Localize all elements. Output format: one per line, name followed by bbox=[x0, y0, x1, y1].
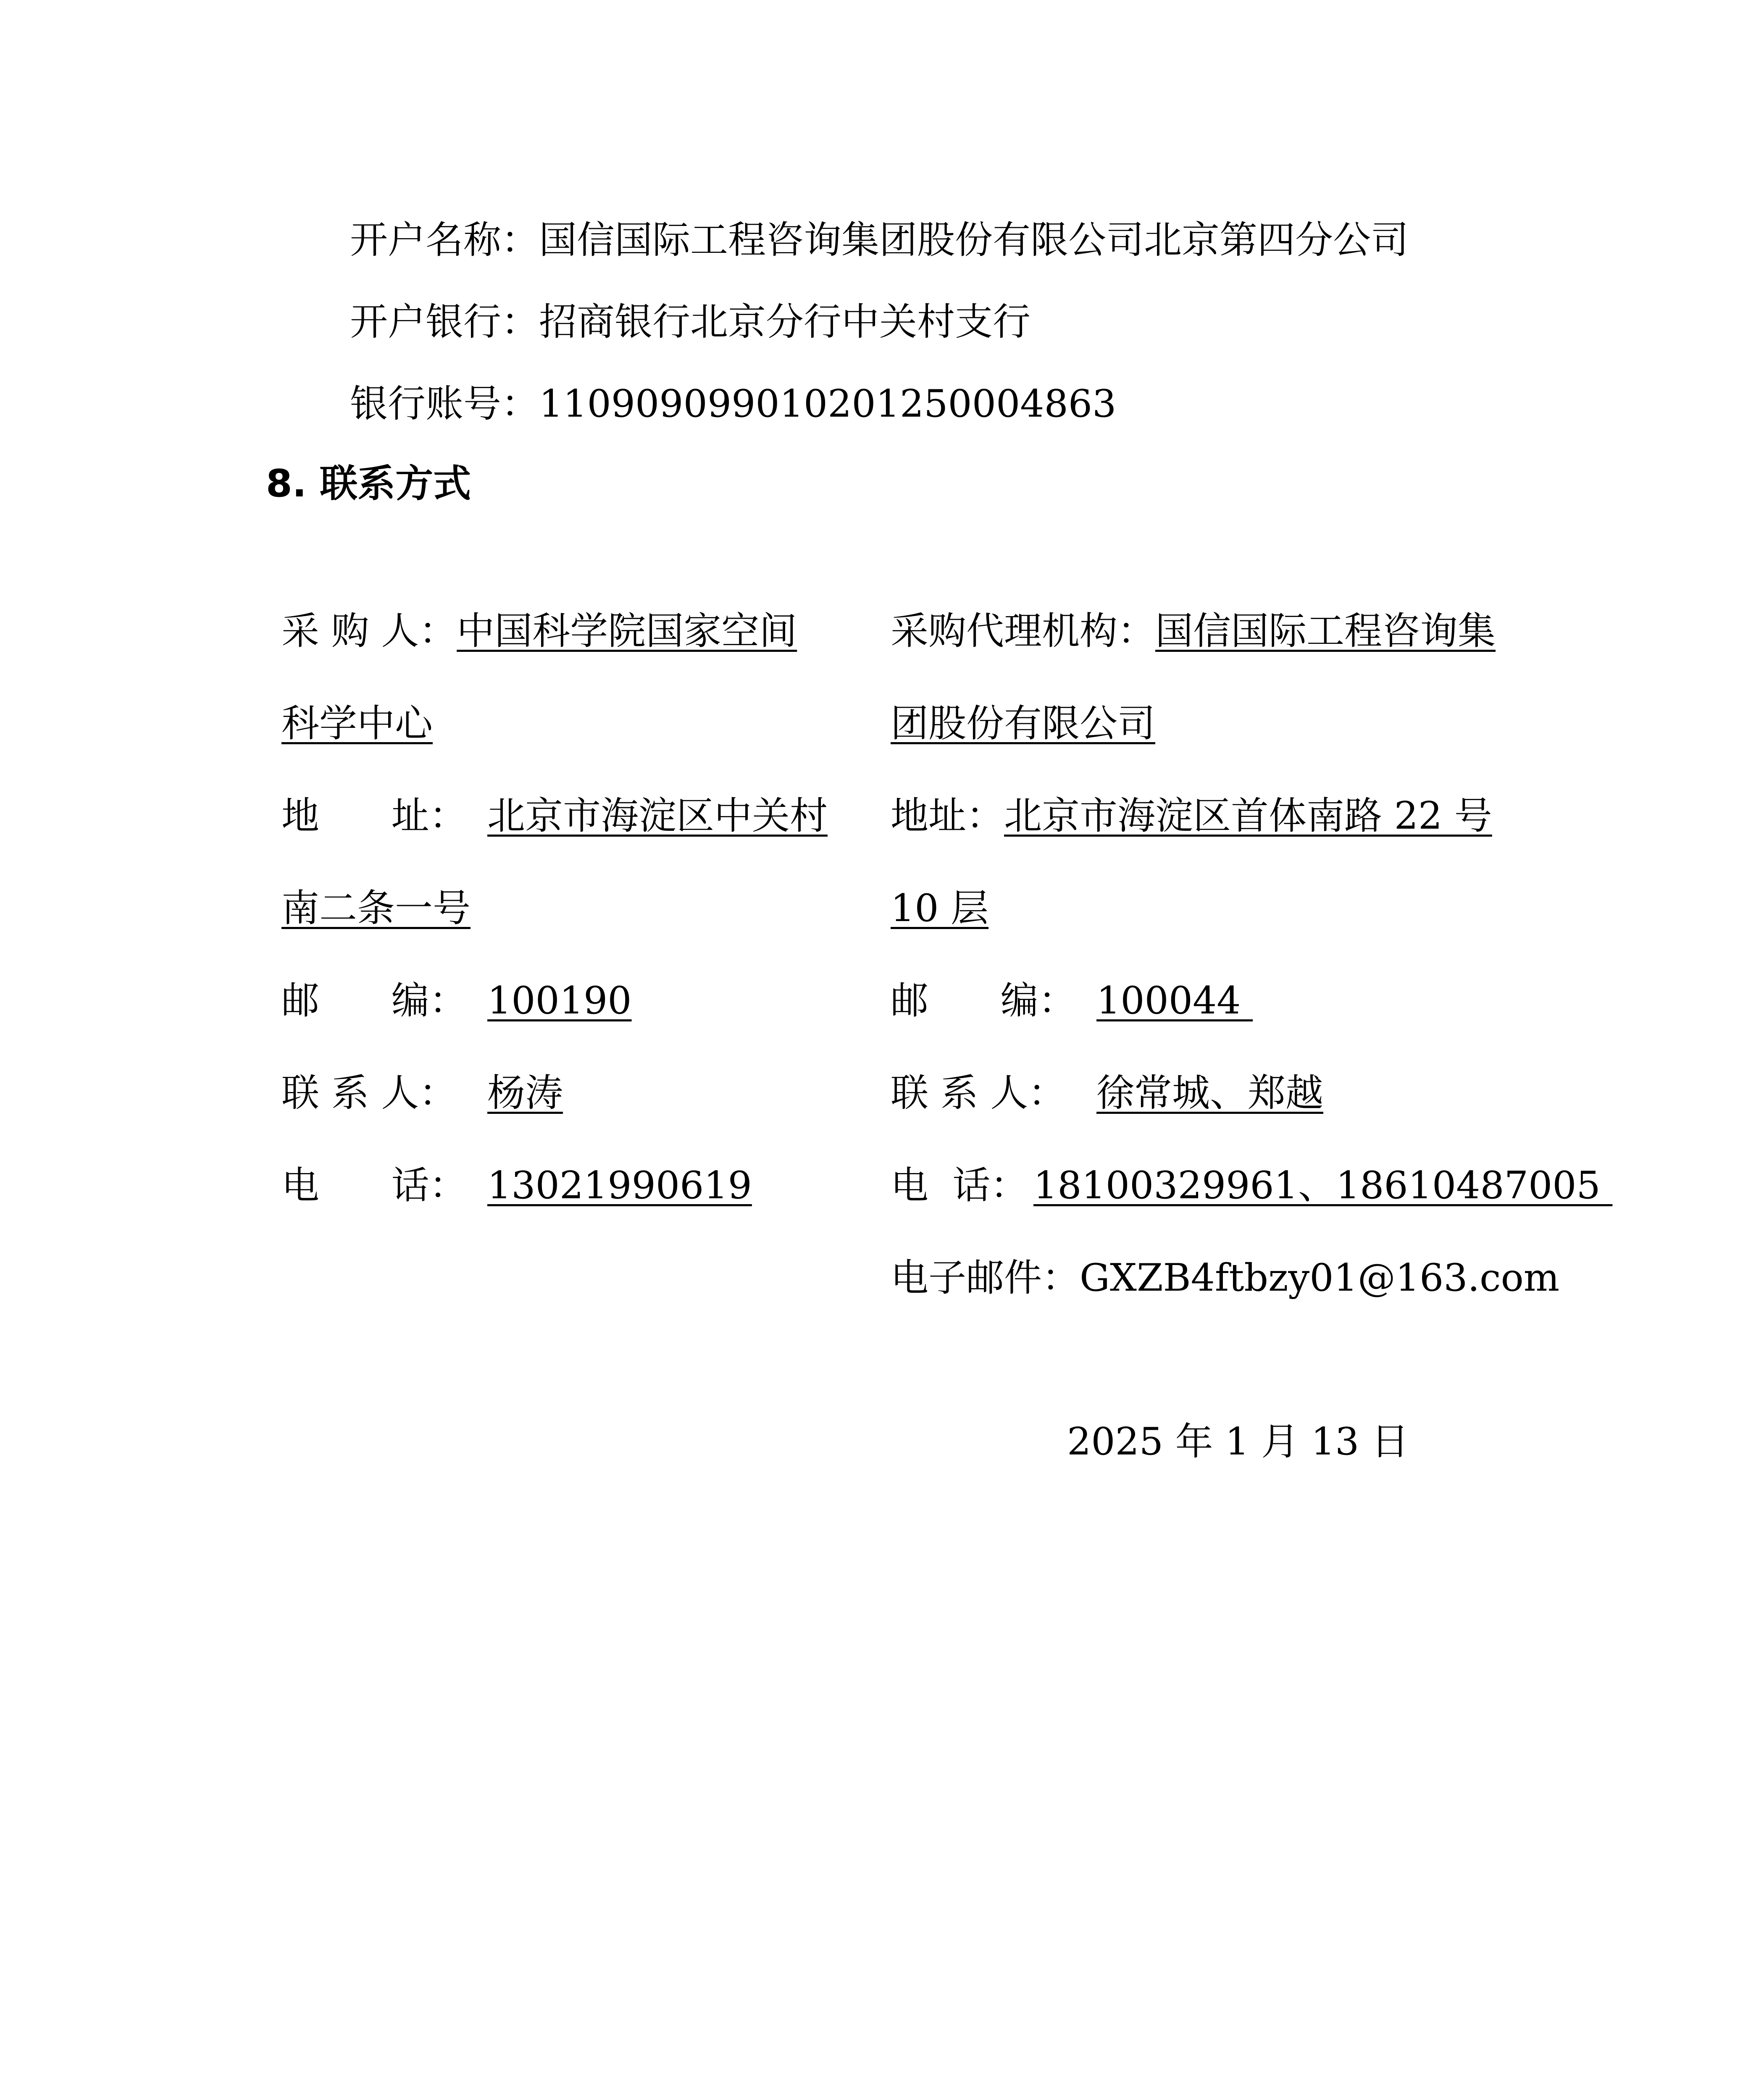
agency-address-label: 地址： bbox=[891, 794, 1004, 838]
agency-email: GXZB4ftbzy01@163.com bbox=[1080, 1256, 1560, 1300]
bank-account-name: 国信国际工程咨询集团股份有限公司北京第四分公司 bbox=[539, 218, 1409, 262]
purchaser-name: 中国科学院国家空间 bbox=[457, 609, 797, 653]
agency-name-cont: 团股份有限公司 bbox=[891, 701, 1155, 746]
bank-account-name-label: 开户名称： bbox=[350, 218, 539, 262]
agency-postcode-line bbox=[891, 978, 1253, 1024]
purchaser-name-line bbox=[281, 608, 797, 654]
purchaser-name-cont: 科学中心 bbox=[281, 701, 433, 746]
agency-name-label: 采购代理机构： bbox=[891, 609, 1155, 653]
bank-name-line bbox=[350, 299, 1031, 345]
agency-contact: 徐常城、郑越 bbox=[1096, 1071, 1323, 1115]
agency-contact-label: 联 系 人： bbox=[891, 1071, 1066, 1115]
agency-address: 北京市海淀区首体南路 22 号 bbox=[1004, 794, 1492, 838]
bank-account-number-label: 银行账号： bbox=[350, 382, 539, 426]
purchaser-name-line-2 bbox=[281, 701, 433, 747]
agency-phone-label: 电 话： bbox=[891, 1163, 1028, 1208]
agency-postcode-label: 邮 编： bbox=[891, 979, 1076, 1023]
bank-account-number: 110909099010201250004863 bbox=[539, 382, 1117, 426]
agency-name-line bbox=[891, 608, 1496, 654]
bank-name: 招商银行北京分行中关村支行 bbox=[539, 300, 1031, 344]
purchaser-contact: 杨涛 bbox=[487, 1071, 563, 1115]
purchaser-postcode-label: 邮 编： bbox=[281, 979, 467, 1023]
agency-name: 国信国际工程咨询集 bbox=[1155, 609, 1496, 653]
agency-address-line-2 bbox=[891, 885, 988, 932]
agency-phone: 18100329961、18610487005 bbox=[1033, 1163, 1613, 1208]
purchaser-address-line bbox=[281, 793, 828, 839]
agency-email-label: 电子邮件： bbox=[891, 1256, 1080, 1300]
purchaser-postcode-line bbox=[281, 978, 632, 1024]
agency-address-line bbox=[891, 793, 1492, 839]
agency-name-line-2 bbox=[891, 701, 1155, 747]
purchaser-address-line-2 bbox=[281, 885, 471, 932]
bank-account-number-line bbox=[350, 381, 1116, 427]
purchaser-phone-line bbox=[281, 1163, 752, 1209]
document-date: 2025 年 1 月 13 日 bbox=[1067, 1420, 1409, 1464]
purchaser-phone-label: 电 话： bbox=[281, 1163, 467, 1208]
agency-address-cont: 10 层 bbox=[891, 886, 989, 930]
agency-contact-line bbox=[891, 1070, 1323, 1116]
bank-name-label: 开户银行： bbox=[350, 300, 539, 344]
agency-email-line bbox=[891, 1255, 1559, 1301]
purchaser-name-label: 采 购 人： bbox=[281, 609, 457, 653]
agency-phone-line bbox=[891, 1163, 1612, 1209]
section-heading: 8. 联系方式 bbox=[266, 462, 471, 506]
purchaser-phone: 13021990619 bbox=[487, 1163, 752, 1208]
purchaser-contact-label: 联 系 人： bbox=[281, 1071, 457, 1115]
purchaser-postcode: 100190 bbox=[487, 979, 632, 1023]
purchaser-address: 北京市海淀区中关村 bbox=[487, 794, 828, 838]
purchaser-address-label: 地 址： bbox=[281, 794, 467, 838]
bank-account-name-line bbox=[350, 217, 1409, 263]
agency-postcode: 100044 bbox=[1096, 979, 1253, 1023]
purchaser-contact-line bbox=[281, 1070, 563, 1116]
purchaser-address-cont: 南二条一号 bbox=[281, 886, 471, 930]
